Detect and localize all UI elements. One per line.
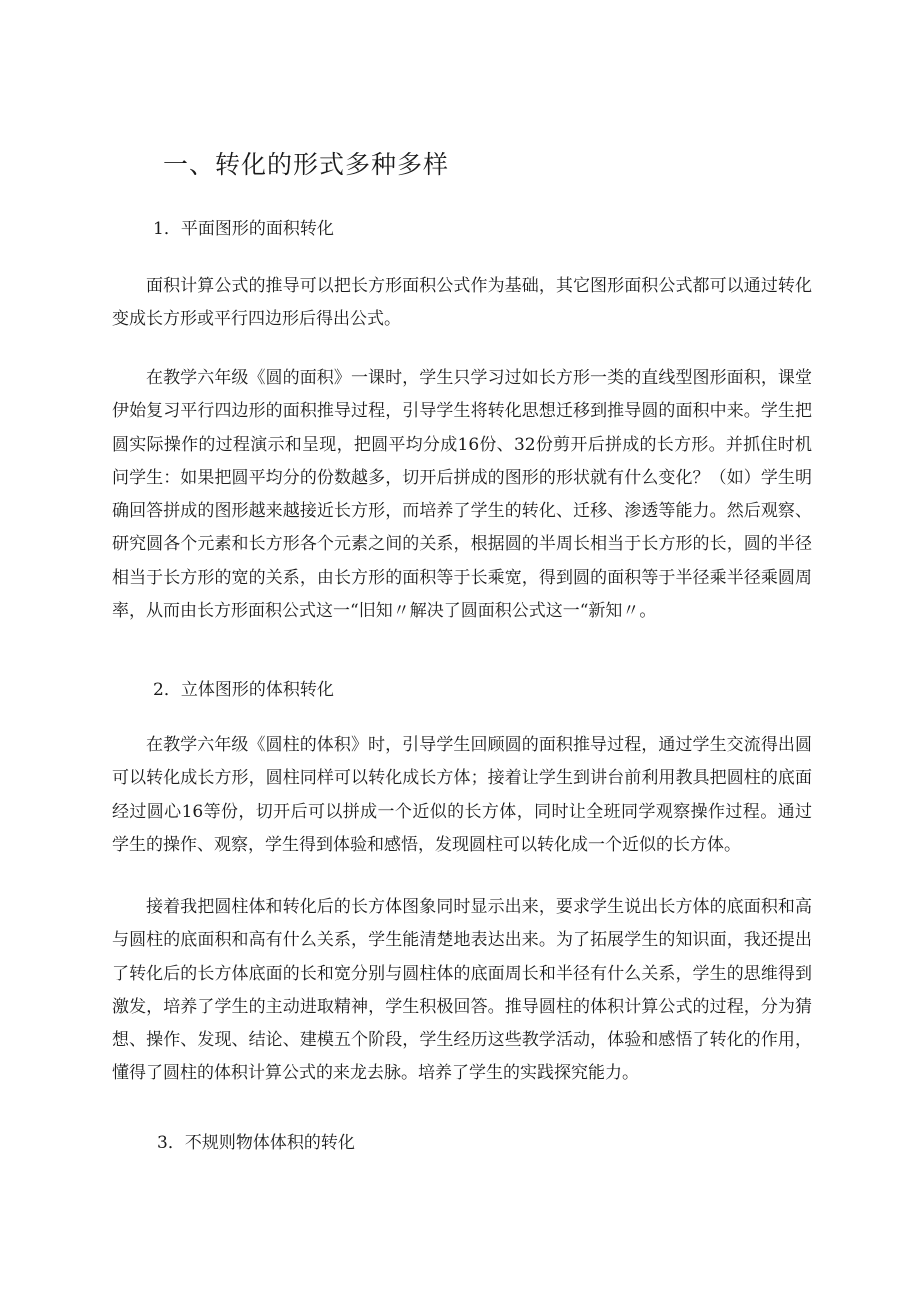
paragraph-4: 接着我把圆柱体和转化后的长方体图象同时显示出来，要求学生说出长方体的底面积和高与圆柱的底面积和高有什么关系，学生能清楚地表达出来。为了拓展学生的知识面，我还提出了转化后的长方体底面的长和宽分别与圆柱体的底面周长和半径有什么关系，学生的思维得到激发，培养了学生的主动进取精神，学生积极回答。推导圆柱的体积计算公式的过程，分为猜想、操作、发现、结论、建模五个阶段，学生经历这些教学活动，体验和感悟了转化的作用，懂得了圆柱的体积计算公式的来龙去脉。培养了学生的实践探究能力。: [112, 897, 812, 1084]
subsection-title-1: 1．平面图形的面积转化: [153, 219, 334, 239]
paragraph-3: 在教学六年级《圆柱的体积》时，引导学生回顾圆的面积推导过程，通过学生交流得出圆可以转化成长方形，圆柱同样可以转化成长方体；接着让学生到讲台前利用教具把圆柱的底面经过圆心16等份，切开后可以拼成一个近似的长方体，同时让全班同学观察操作过程。通过学生的操作、观察，学生得到体验和感悟，发现圆柱可以转化成一个近似的长方体。: [112, 735, 812, 855]
paragraph-1: 面积计算公式的推导可以把长方形面积公式作为基础，其它图形面积公式都可以通过转化变成长方形或平行四边形后得出公式。: [112, 276, 812, 330]
paragraph-2: 在教学六年级《圆的面积》一课时，学生只学习过如长方形一类的直线型图形面积，课堂伊始复习平行四边形的面积推导过程，引导学生将转化思想迁移到推导圆的面积中来。学生把圆实际操作的过程演示和呈现，把圆平均分成16份、32份剪开后拼成的长方形。并抓住时机问学生：如果把圆平均分的份数越多，切开后拼成的图形的形状就有什么变化？（如）学生明确回答拼成的图形越来越接近长方形，而培养了学生的转化、迁移、渗透等能力。然后观察、研究圆各个元素和长方形各个元素之间的关系，根据圆的半周长相当于长方形的长，圆的半径相当于长方形的宽的关系，由长方形的面积等于长乘宽，得到圆的面积等于半径乘半径乘圆周率，从而由长方形面积公式这一“旧知〃解决了圆面积公式这一“新知〃。: [112, 368, 812, 622]
section-heading: 一、转化的形式多种多样: [163, 150, 450, 179]
subsection-title-3: 3．不规则物体体积的转化: [157, 1133, 355, 1153]
subsection-title-2: 2．立体图形的体积转化: [153, 680, 334, 700]
